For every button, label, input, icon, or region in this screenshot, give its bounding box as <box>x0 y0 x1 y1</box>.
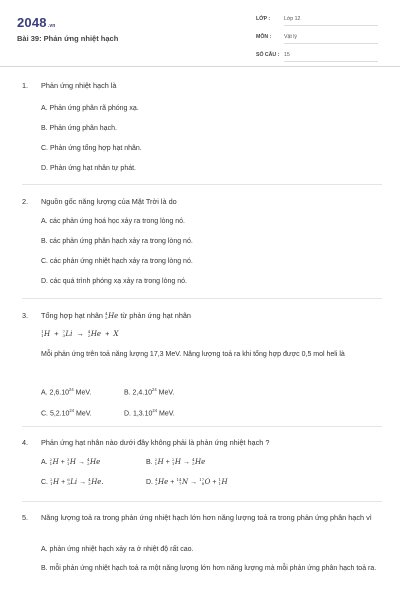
divider <box>22 184 382 185</box>
reaction-equation: 1 1 H + 7 3 Li → 4 2 He + X <box>41 329 119 338</box>
meta-class: LỚP : Lớp 12 <box>256 16 378 34</box>
option-4a[interactable]: A. 2 1 H + 3 1 H → 4 2 He <box>41 457 101 466</box>
option-5b[interactable]: B. mỗi phản ứng nhiệt hạch toả ra một năng lượng lớn hơn năng lượng mà mỗi phản ứng phân hạch toả ra. <box>41 565 377 572</box>
option-2a[interactable]: A. các phản ứng hoá học xảy ra trong lòng nó. <box>41 218 186 225</box>
option-3b[interactable]: B. 2,4.10$^{24}$ MeV. <box>124 387 175 397</box>
option-1d[interactable]: D. Phản ứng hạt nhân tự phát. <box>41 165 136 172</box>
option-3c[interactable]: C. 5,2.10$^{24}$ MeV. <box>41 408 92 418</box>
option-1b[interactable]: B. Phản ứng phân hạch. <box>41 125 117 132</box>
meta-info <box>256 16 378 70</box>
divider <box>22 298 382 299</box>
lesson-title: Bài 39: Phản ứng nhiệt hạch <box>17 34 119 43</box>
option-3a[interactable]: A. 2,6.10$^{24}$ MeV. <box>41 387 92 397</box>
question-4: 4. Phản ứng hạt nhân nào dưới đây không phải là phản ứng nhiệt hạch ? <box>22 438 270 447</box>
question-2: 2. Nguồn gốc năng lượng của Mặt Trời là do <box>22 197 177 206</box>
option-4c[interactable]: C. 2 1 H + 6 3 Li → 4 2 He. <box>41 477 104 486</box>
option-2c[interactable]: C. các phản ứng nhiệt hạch xảy ra trong lòng nó. <box>41 258 193 265</box>
question-1: 1. Phản ứng nhiệt hạch là <box>22 81 117 90</box>
question-3-body: Mỗi phản ứng trên toả năng lượng 17,3 MeV. Năng lượng toả ra khi tổng hợp được 0,5 mol heli là <box>41 351 345 358</box>
option-5a[interactable]: A. phản ứng nhiệt hạch xảy ra ở nhiệt độ rất cao. <box>41 546 194 553</box>
question-3: 3. Tổng hợp hạt nhân 4 2 He từ phản ứng hạt nhân <box>22 311 191 320</box>
option-3d[interactable]: D. 1,3.10$^{24}$ MeV. <box>124 408 175 418</box>
helium-4-nucleus: 4 2 He <box>105 311 119 320</box>
option-4b[interactable]: B. 2 1 H + 2 1 H → 4 2 He <box>146 457 206 466</box>
meta-subject: MÔN : Vật lý <box>256 34 378 52</box>
worksheet-header <box>0 0 400 67</box>
question-5: 5. Năng lượng toả ra trong phản ứng nhiệt hạch lớn hơn năng lượng toả ra trong phản ứng phân hạch vì <box>22 513 372 522</box>
divider <box>22 501 382 502</box>
brand-logo[interactable]: 2048.vn <box>17 15 56 30</box>
option-2b[interactable]: B. các phản ứng phân hạch xảy ra trong lòng nó. <box>41 238 193 245</box>
option-4d[interactable]: D. 4 2 He + 14 7 N → 17 8 O + 1 1 H <box>146 477 228 486</box>
option-2d[interactable]: D. các quá trình phóng xạ xảy ra trong lòng nó. <box>41 278 187 285</box>
option-1a[interactable]: A. Phản ứng phân rã phóng xạ. <box>41 105 139 112</box>
divider <box>22 426 382 427</box>
meta-count: SỐ CÂU : 15 <box>256 52 378 70</box>
option-1c[interactable]: C. Phản ứng tổng hợp hạt nhân. <box>41 145 142 152</box>
